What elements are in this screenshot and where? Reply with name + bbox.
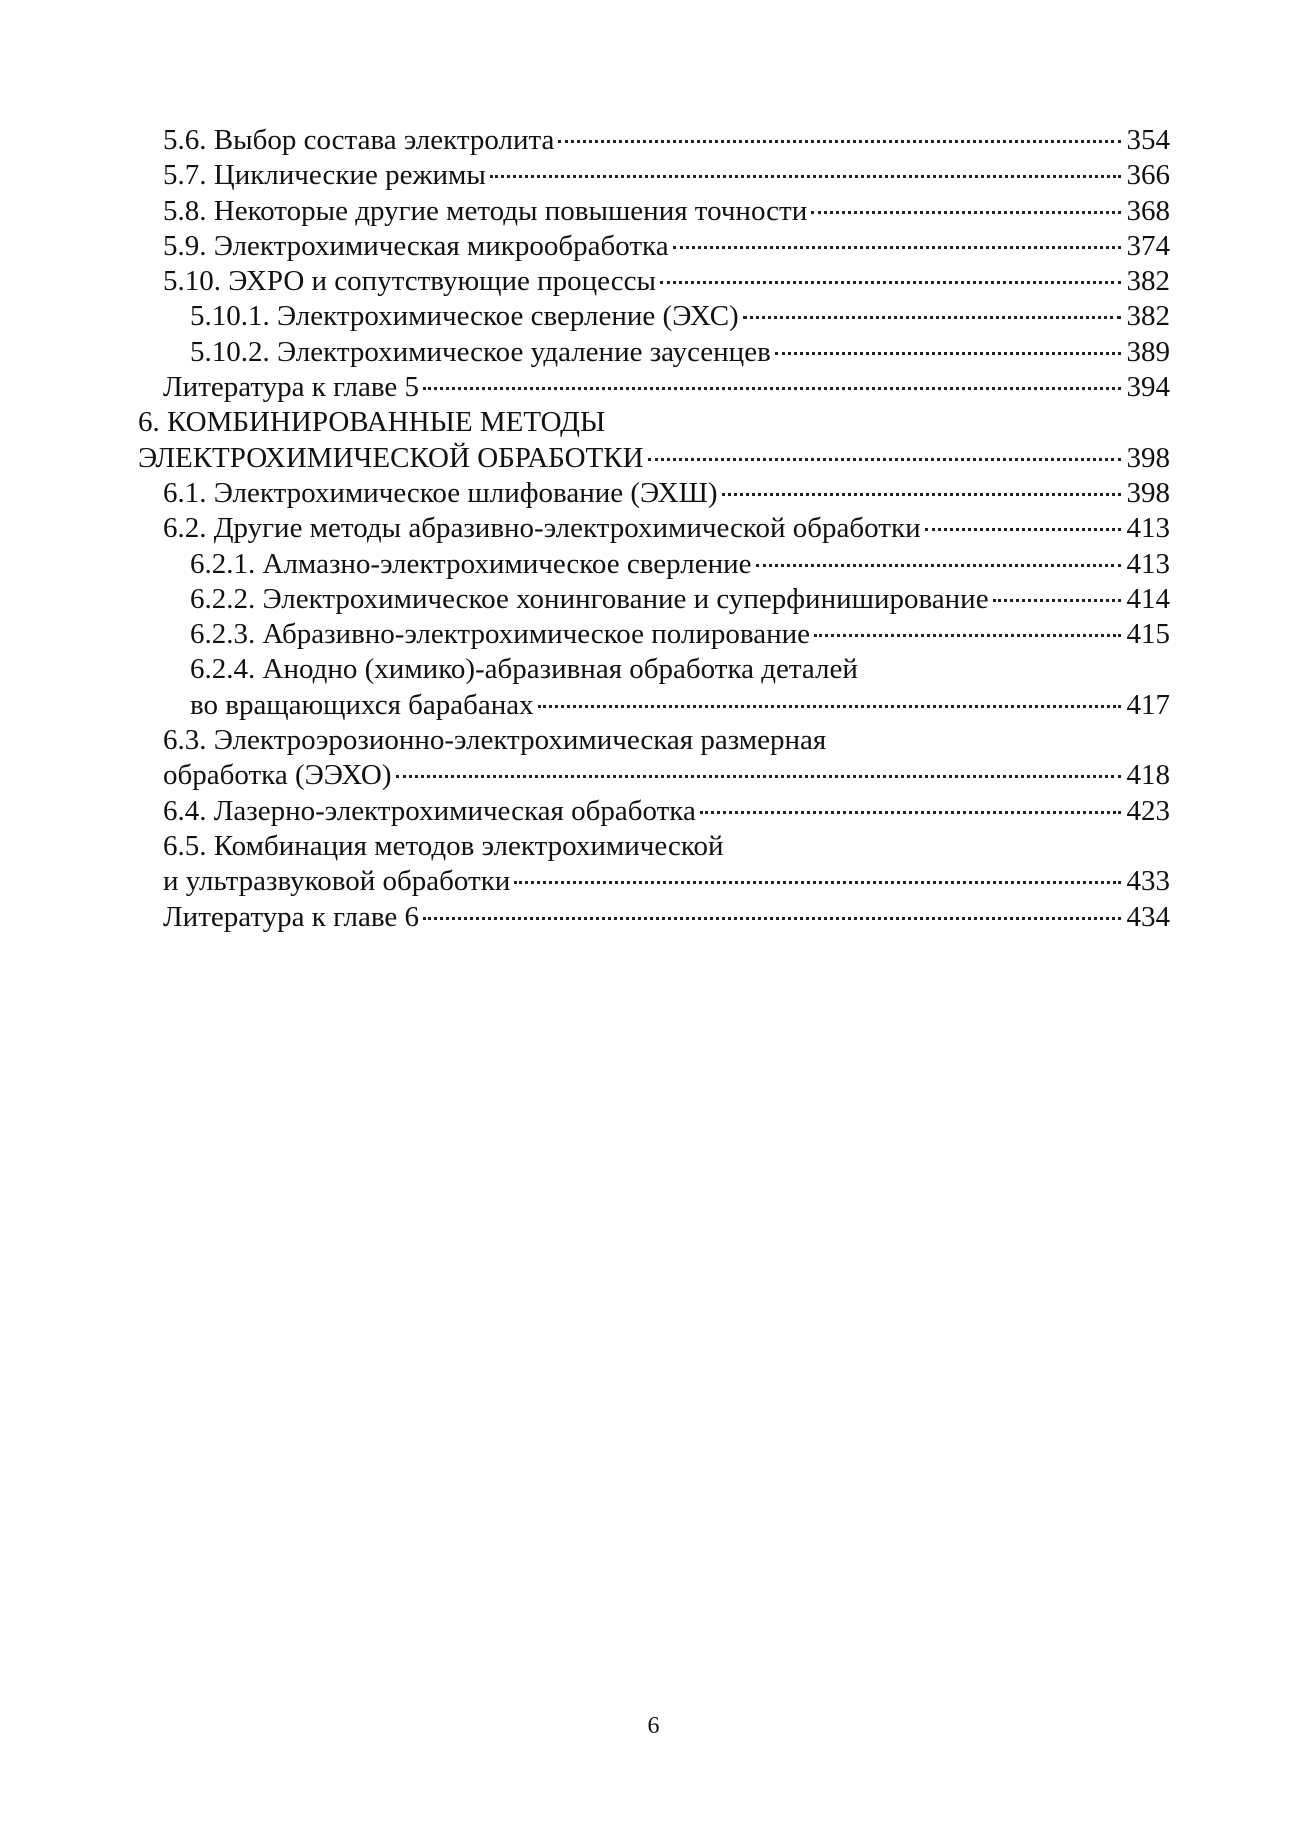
dot-leader [490, 174, 1121, 178]
dot-leader [814, 633, 1121, 637]
toc-entry-title: 5.10.2. Электрохимическое удаление заусенцев [190, 335, 771, 368]
dot-leader [423, 386, 1120, 390]
toc-entry-title: 6.4. Лазерно-электрохимическая обработка [163, 794, 696, 827]
toc-entry[interactable] [138, 441, 1170, 476]
toc-entry-page: 389 [1126, 335, 1170, 368]
dot-leader [925, 527, 1121, 531]
toc-entry[interactable] [138, 617, 1170, 652]
page-number: 6 [647, 1713, 660, 1739]
toc-entry[interactable] [138, 158, 1170, 193]
toc-entry-page: 414 [1126, 582, 1170, 615]
toc-entry-page: 368 [1126, 194, 1170, 227]
toc-entry-page: 433 [1126, 865, 1170, 898]
toc-entry-title: 5.7. Циклические режимы [163, 159, 486, 192]
dot-leader [423, 916, 1120, 920]
toc-entry[interactable] [138, 264, 1170, 299]
toc-entry[interactable] [138, 370, 1170, 405]
toc-entry[interactable] [138, 335, 1170, 370]
toc-entry-title: во вращающихся барабанах [190, 688, 534, 721]
toc-entry-page: 415 [1126, 618, 1170, 651]
toc-entry[interactable] [138, 123, 1170, 158]
toc-entry-page: 382 [1126, 300, 1170, 333]
toc-entry-page: 398 [1126, 476, 1170, 509]
toc-entry-page: 417 [1126, 688, 1170, 721]
toc-entry-title: 5.8. Некоторые другие методы повышения точности [163, 194, 808, 227]
toc-entry-page: 382 [1126, 265, 1170, 298]
table-of-contents [138, 123, 1170, 935]
toc-entry[interactable] [138, 194, 1170, 229]
toc-entry-title: 6.2. Другие методы абразивно-электрохимической обработки [163, 512, 921, 545]
toc-entry-line[interactable] [138, 652, 1170, 687]
dot-leader [700, 810, 1121, 814]
toc-entry[interactable] [138, 900, 1170, 935]
toc-entry-title: 5.10. ЭХРО и сопутствующие процессы [163, 265, 656, 298]
dot-leader [993, 598, 1121, 602]
dot-leader [775, 351, 1121, 355]
toc-entry-title: ЭЛЕКТРОХИМИЧЕСКОЙ ОБРАБОТКИ [138, 441, 644, 474]
toc-entry-title: 6.2.3. Абразивно-электрохимическое полирование [190, 618, 810, 651]
dot-leader [811, 210, 1120, 214]
toc-entry[interactable] [138, 547, 1170, 582]
dot-leader [722, 492, 1121, 496]
toc-entry[interactable] [138, 864, 1170, 899]
toc-entry[interactable] [138, 511, 1170, 546]
toc-entry-title: 6.2.2. Электрохимическое хонингование и суперфиниширование [190, 582, 989, 615]
toc-entry-page: 374 [1126, 229, 1170, 262]
dot-leader [538, 704, 1121, 708]
toc-entry-page: 394 [1126, 371, 1170, 404]
toc-entry-title: Литература к главе 5 [163, 371, 420, 404]
toc-entry[interactable] [138, 299, 1170, 334]
dot-leader [648, 457, 1121, 461]
toc-entry-title: 6.3. Электроэрозионно-электрохимическая размерная [163, 724, 827, 757]
toc-entry[interactable] [138, 582, 1170, 617]
toc-entry-line[interactable] [138, 723, 1170, 758]
toc-entry-title: 6.1. Электрохимическое шлифование (ЭХШ) [163, 476, 718, 509]
toc-entry-page: 413 [1126, 547, 1170, 580]
toc-entry[interactable] [138, 688, 1170, 723]
dot-leader [558, 139, 1120, 143]
toc-entry[interactable] [138, 476, 1170, 511]
toc-entry-title: обработка (ЭЭХО) [163, 759, 392, 792]
toc-entry-title: 5.6. Выбор состава электролита [163, 124, 555, 156]
toc-entry-title: 6.2.4. Анодно (химико)-абразивная обработка деталей [190, 653, 858, 686]
dot-leader [514, 880, 1120, 884]
dot-leader [673, 245, 1121, 249]
dot-leader [660, 280, 1121, 284]
toc-entry-page: 423 [1126, 794, 1170, 827]
toc-entry-title: 6.5. Комбинация методов электрохимической [163, 829, 724, 862]
dot-leader [756, 563, 1121, 567]
toc-entry-page: 366 [1126, 159, 1170, 192]
toc-entry-page: 434 [1126, 900, 1170, 933]
toc-entry-page: 354 [1126, 124, 1170, 156]
toc-entry-page: 413 [1126, 512, 1170, 545]
toc-entry[interactable] [138, 794, 1170, 829]
toc-entry-page: 418 [1126, 759, 1170, 792]
toc-entry-title: 5.9. Электрохимическая микрообработка [163, 229, 669, 262]
dot-leader [743, 315, 1121, 319]
toc-entry-title: 5.10.1. Электрохимическое сверление (ЭХС) [190, 300, 739, 333]
toc-entry[interactable] [138, 758, 1170, 793]
toc-entry-page: 398 [1126, 441, 1170, 474]
toc-chapter-heading[interactable] [138, 405, 1170, 440]
toc-entry-line[interactable] [138, 829, 1170, 864]
dot-leader [396, 774, 1121, 778]
toc-entry-title: и ультразвуковой обработки [163, 865, 511, 898]
toc-entry-title: 6. КОМБИНИРОВАННЫЕ МЕТОДЫ [138, 406, 606, 439]
toc-entry-title: Литература к главе 6 [163, 900, 420, 933]
toc-entry[interactable] [138, 229, 1170, 264]
toc-entry-title: 6.2.1. Алмазно-электрохимическое сверление [190, 547, 752, 580]
